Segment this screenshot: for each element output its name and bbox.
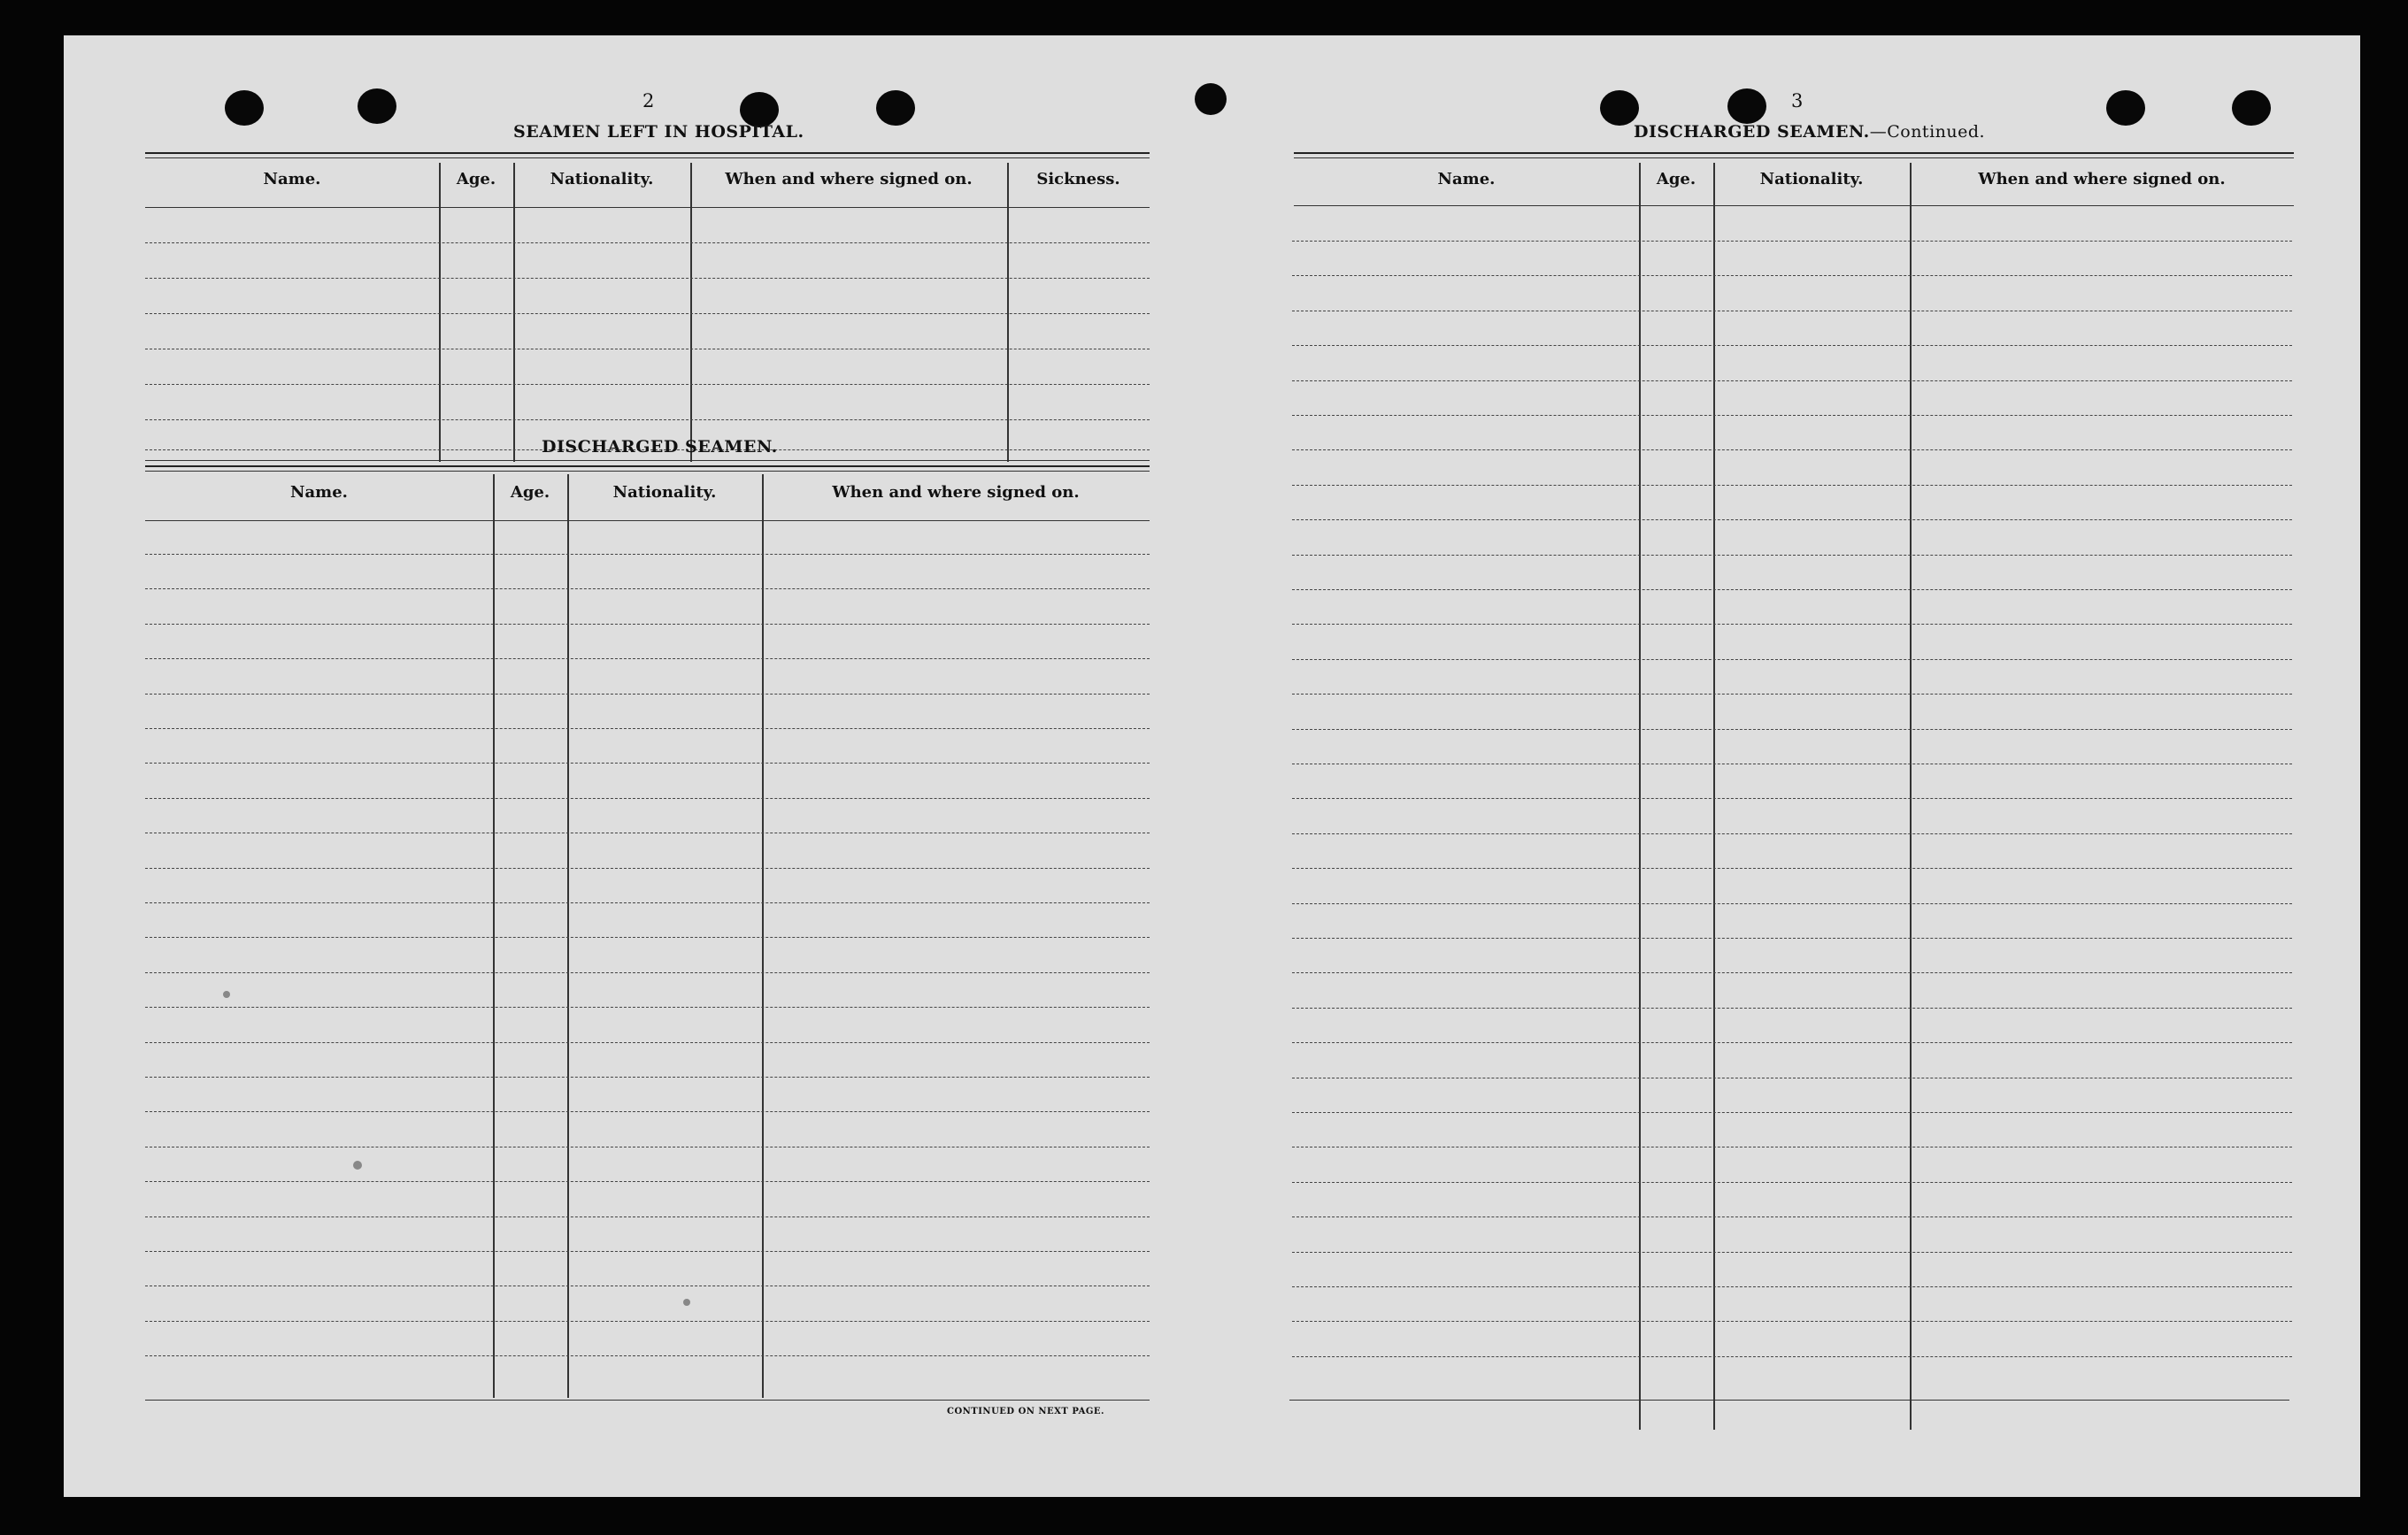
entry-line <box>1292 833 2292 834</box>
entry-line <box>1292 555 2292 556</box>
punch-hole <box>1600 90 1639 126</box>
column-header-name: Name. <box>1437 170 1496 188</box>
entry-line <box>1292 1008 2292 1009</box>
column-divider <box>1910 163 1912 1430</box>
divider <box>145 1400 1150 1401</box>
discharged-continued-title <box>1634 122 1985 142</box>
entry-line <box>145 798 1150 799</box>
punch-hole <box>358 88 396 124</box>
entry-line <box>1292 624 2292 625</box>
entry-line <box>145 937 1150 938</box>
entry-line <box>1292 798 2292 799</box>
column-header-age: Age. <box>456 170 496 188</box>
column-header-age: Age. <box>510 483 550 502</box>
column-divider <box>567 474 569 1398</box>
entry-line <box>1292 345 2292 346</box>
entry-line <box>1292 380 2292 381</box>
punch-hole <box>1727 88 1766 124</box>
column-divider <box>690 163 692 462</box>
entry-line <box>1292 1286 2292 1287</box>
punch-hole <box>225 90 264 126</box>
column-divider <box>762 474 764 1398</box>
column-header-sickness: Sickness. <box>1036 170 1120 188</box>
entry-line <box>145 1007 1150 1008</box>
continued-note: CONTINUED ON NEXT PAGE. <box>947 1407 1105 1416</box>
entry-line <box>145 658 1150 659</box>
entry-line <box>1292 1112 2292 1113</box>
entry-line <box>1292 241 2292 242</box>
section-title-main: DISCHARGED SEAMEN. <box>1634 122 1870 142</box>
divider <box>145 460 1150 461</box>
column-header-signed-on: When and where signed on. <box>725 170 973 188</box>
paper-speck <box>683 1299 690 1306</box>
punch-hole <box>2106 90 2145 126</box>
entry-line <box>145 588 1150 589</box>
entry-line <box>1292 1356 2292 1357</box>
entry-line <box>145 1216 1150 1217</box>
entry-line <box>145 902 1150 903</box>
entry-line <box>145 1321 1150 1322</box>
divider <box>1294 152 2294 154</box>
entry-line <box>1292 659 2292 660</box>
divider <box>145 152 1150 154</box>
column-divider <box>439 163 441 462</box>
entry-line <box>145 419 1150 420</box>
column-header-name: Name. <box>263 170 321 188</box>
entry-line <box>145 763 1150 764</box>
page-number: 2 <box>642 90 655 111</box>
entry-line <box>145 384 1150 385</box>
entry-line <box>1292 1042 2292 1043</box>
punch-hole <box>2232 90 2271 126</box>
entry-line <box>1292 1252 2292 1253</box>
column-divider <box>513 163 515 462</box>
entry-line <box>1292 938 2292 939</box>
column-header-signed-on: When and where signed on. <box>1978 170 2226 188</box>
page-number: 3 <box>1791 90 1804 111</box>
entry-line <box>1292 729 2292 730</box>
entry-line <box>145 313 1150 314</box>
paper-speck <box>223 991 230 998</box>
entry-line <box>145 972 1150 973</box>
column-divider <box>1007 163 1009 462</box>
entry-line <box>1292 1216 2292 1217</box>
divider <box>1294 157 2294 158</box>
entry-line <box>145 1251 1150 1252</box>
entry-line <box>1292 275 2292 276</box>
entry-line <box>145 242 1150 243</box>
header-rule <box>145 207 1150 208</box>
column-header-nationality: Nationality. <box>550 170 654 188</box>
entry-line <box>145 1181 1150 1182</box>
entry-line <box>1292 903 2292 904</box>
header-rule <box>1294 205 2294 206</box>
entry-line <box>1292 1321 2292 1322</box>
entry-line <box>145 624 1150 625</box>
divider <box>1289 1400 2289 1401</box>
entry-line <box>145 694 1150 695</box>
punch-hole <box>1195 83 1227 115</box>
section-title-suffix: —Continued. <box>1869 122 1986 142</box>
hospital-section-title: SEAMEN LEFT IN HOSPITAL. <box>513 122 804 142</box>
entry-line <box>1292 972 2292 973</box>
entry-line <box>1292 415 2292 416</box>
column-divider <box>493 474 495 1398</box>
punch-hole <box>876 90 915 126</box>
column-header-nationality: Nationality. <box>612 483 717 502</box>
entry-line <box>1292 449 2292 450</box>
entry-line <box>145 1077 1150 1078</box>
entry-line <box>1292 485 2292 486</box>
header-rule <box>145 520 1150 521</box>
column-header-signed-on: When and where signed on. <box>832 483 1080 502</box>
column-header-nationality: Nationality. <box>1759 170 1864 188</box>
column-divider <box>1639 163 1641 1430</box>
entry-line <box>145 278 1150 279</box>
entry-line <box>145 868 1150 869</box>
column-header-name: Name. <box>290 483 348 502</box>
entry-line <box>145 1355 1150 1356</box>
paper-speck <box>353 1161 362 1170</box>
discharged-section-title: DISCHARGED SEAMEN. <box>542 437 778 457</box>
entry-line <box>145 554 1150 555</box>
divider <box>145 471 1150 472</box>
column-header-age: Age. <box>1656 170 1696 188</box>
entry-line <box>1292 589 2292 590</box>
entry-line <box>1292 1182 2292 1183</box>
entry-line <box>1292 519 2292 520</box>
entry-line <box>145 1111 1150 1112</box>
column-divider <box>1713 163 1715 1430</box>
ledger-sheet <box>64 35 2360 1497</box>
entry-line <box>145 728 1150 729</box>
entry-line <box>145 1042 1150 1043</box>
entry-line <box>1292 868 2292 869</box>
divider <box>145 465 1150 467</box>
divider <box>145 157 1150 158</box>
entry-line <box>1292 694 2292 695</box>
